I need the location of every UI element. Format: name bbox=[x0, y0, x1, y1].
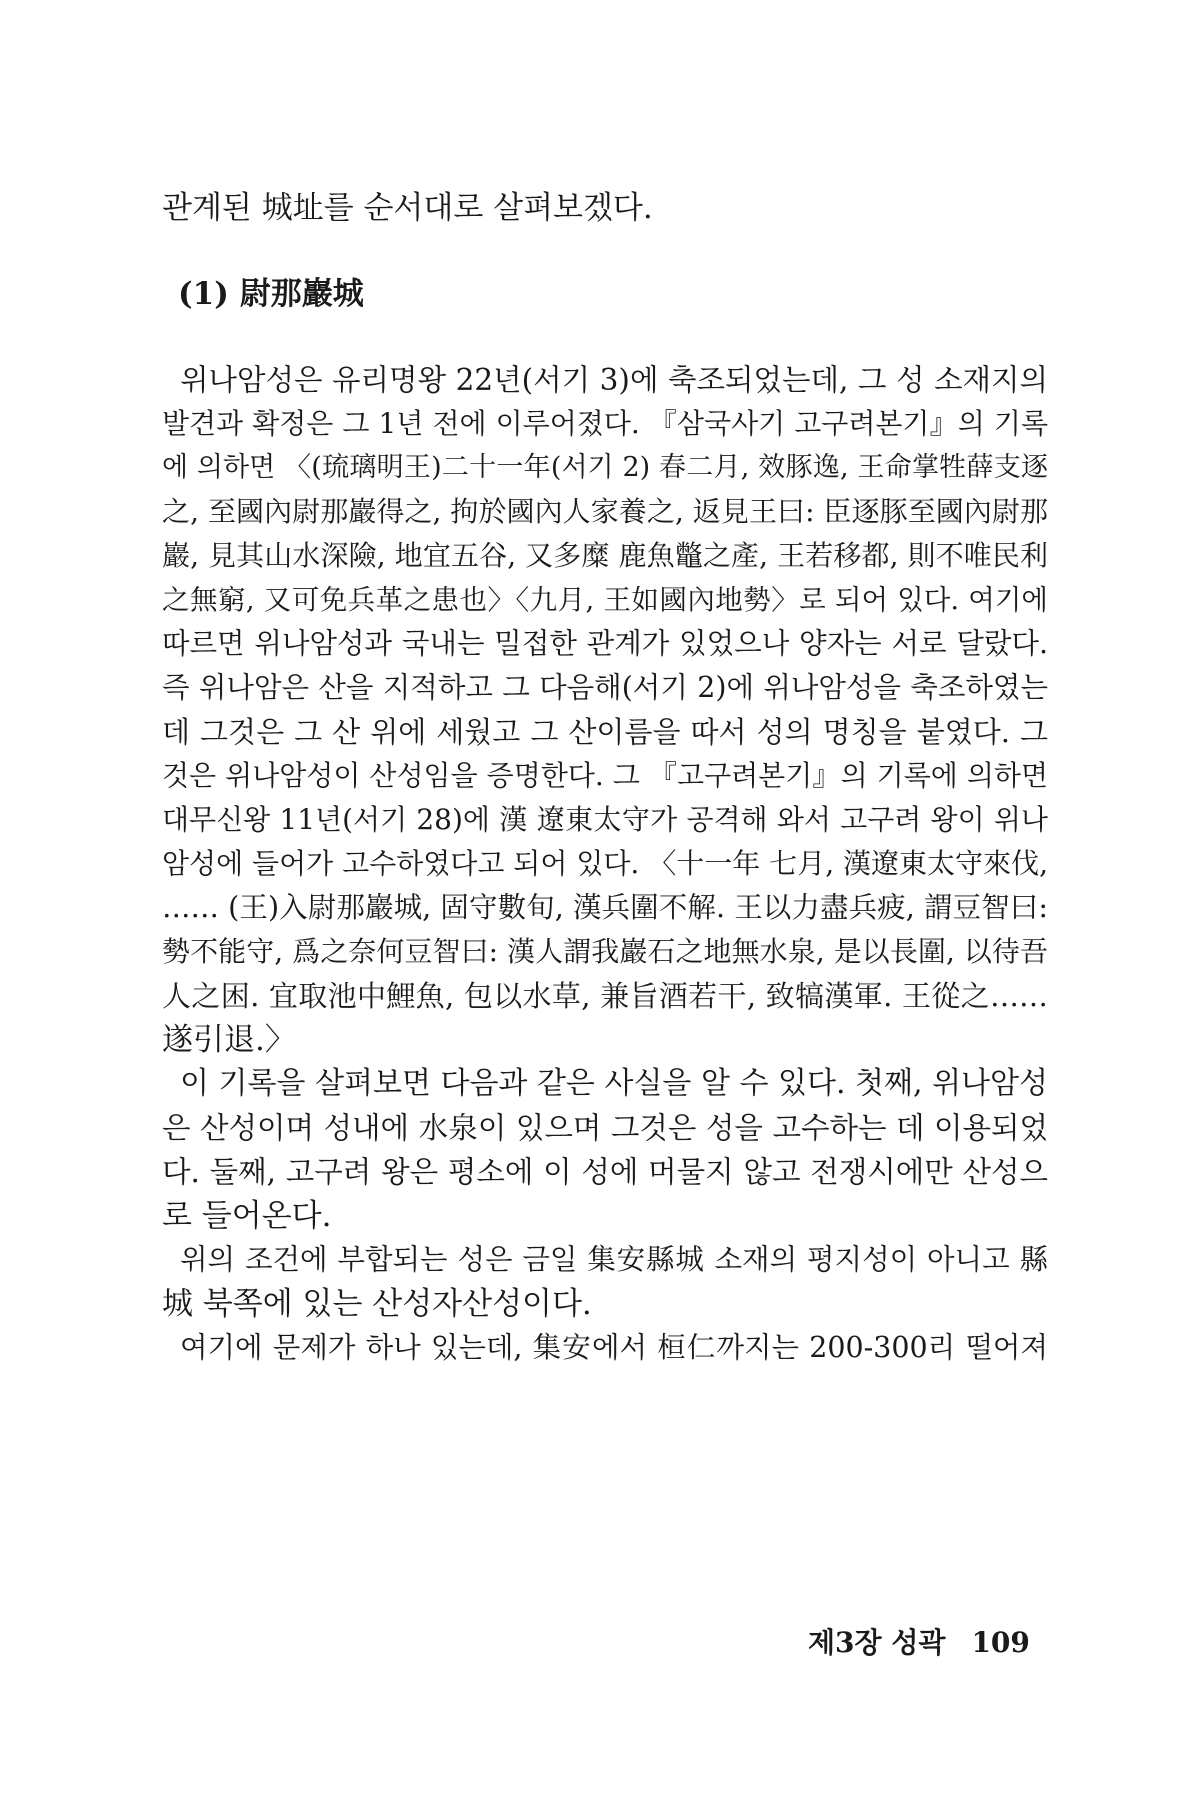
text-line: 은 산성이며 성내에 水泉이 있으며 그것은 성을 고수하는 데 이용되었 bbox=[162, 1111, 1048, 1145]
text-line: 에 의하면 〈(琉璃明王)二十一年(서기 2) 春二月, 效豚逸, 王命掌牲薛支逐 bbox=[162, 452, 1048, 483]
text-line: 위나암성은 유리명왕 22년(서기 3)에 축조되었는데, 그 성 소재지의 bbox=[180, 363, 1048, 397]
text-line: 로 들어온다. bbox=[162, 1198, 332, 1234]
footer-chapter: 제3장 성곽 bbox=[808, 1626, 946, 1659]
section-heading: (1) 尉那巖城 bbox=[178, 276, 364, 312]
text-line: 즉 위나암은 산을 지적하고 그 다음해(서기 2)에 위나암성을 축조하였는 bbox=[162, 671, 1048, 704]
text-line: 데 그것은 그 산 위에 세웠고 그 산이름을 따서 성의 명칭을 붙였다. 그 bbox=[162, 715, 1048, 749]
text-line: 암성에 들어가 고수하였다고 되어 있다. 〈十一年 七月, 漢遼東太守來伐, bbox=[162, 847, 1048, 880]
text-line: 之, 至國內尉那巖得之, 拘於國內人家養之, 返見王曰: 臣逐豚至國內尉那 bbox=[162, 495, 1048, 528]
text-line: …… (王)入尉那巖城, 固守數旬, 漢兵圍不解. 王以力盡兵疲, 謂豆智曰: bbox=[162, 891, 1048, 924]
text-line: 人之困. 宜取池中鯉魚, 包以水草, 兼旨酒若干, 致犒漢軍. 王從之…… bbox=[162, 979, 1048, 1013]
text-line: 巖, 見其山水深險, 地宜五谷, 又多糜 鹿魚鼈之產, 王若移都, 則不唯民利 bbox=[162, 539, 1048, 572]
text-line: 발견과 확정은 그 1년 전에 이루어졌다. 『삼국사기 고구려본기』의 기록 bbox=[162, 407, 1048, 440]
text-line: 따르면 위나암성과 국내는 밀접한 관계가 있었으나 양자는 서로 달랐다. bbox=[162, 627, 1048, 660]
page-footer bbox=[808, 1623, 1030, 1663]
text-line: 것은 위나암성이 산성임을 증명한다. 그 『고구려본기』의 기록에 의하면 bbox=[162, 759, 1048, 792]
intro-line: 관계된 城址를 순서대로 살펴보겠다. bbox=[162, 190, 653, 226]
text-line: 遂引退.〉 bbox=[162, 1022, 296, 1058]
text-line: 다. 둘째, 고구려 왕은 평소에 이 성에 머물지 않고 전쟁시에만 산성으 bbox=[162, 1155, 1048, 1189]
text-line: 여기에 문제가 하나 있는데, 集安에서 桓仁까지는 200-300리 떨어져 bbox=[180, 1331, 1048, 1364]
text-line: 勢不能守, 爲之奈何豆智曰: 漢人謂我巖石之地無水泉, 是以長圍, 以待吾 bbox=[162, 935, 1048, 968]
text-line: 이 기록을 살펴보면 다음과 같은 사실을 알 수 있다. 첫째, 위나암성 bbox=[180, 1066, 1048, 1101]
text-line: 위의 조건에 부합되는 성은 금일 集安縣城 소재의 평지성이 아니고 縣 bbox=[180, 1243, 1048, 1276]
text-line: 대무신왕 11년(서기 28)에 漢 遼東太守가 공격해 와서 고구려 왕이 위나 bbox=[162, 803, 1048, 836]
page-number: 109 bbox=[971, 1626, 1030, 1659]
text-line: 城 북쪽에 있는 산성자산성이다. bbox=[162, 1286, 592, 1322]
text-line: 之無窮, 又可免兵革之患也〉〈九月, 王如國內地勢〉로 되어 있다. 여기에 bbox=[162, 584, 1048, 616]
